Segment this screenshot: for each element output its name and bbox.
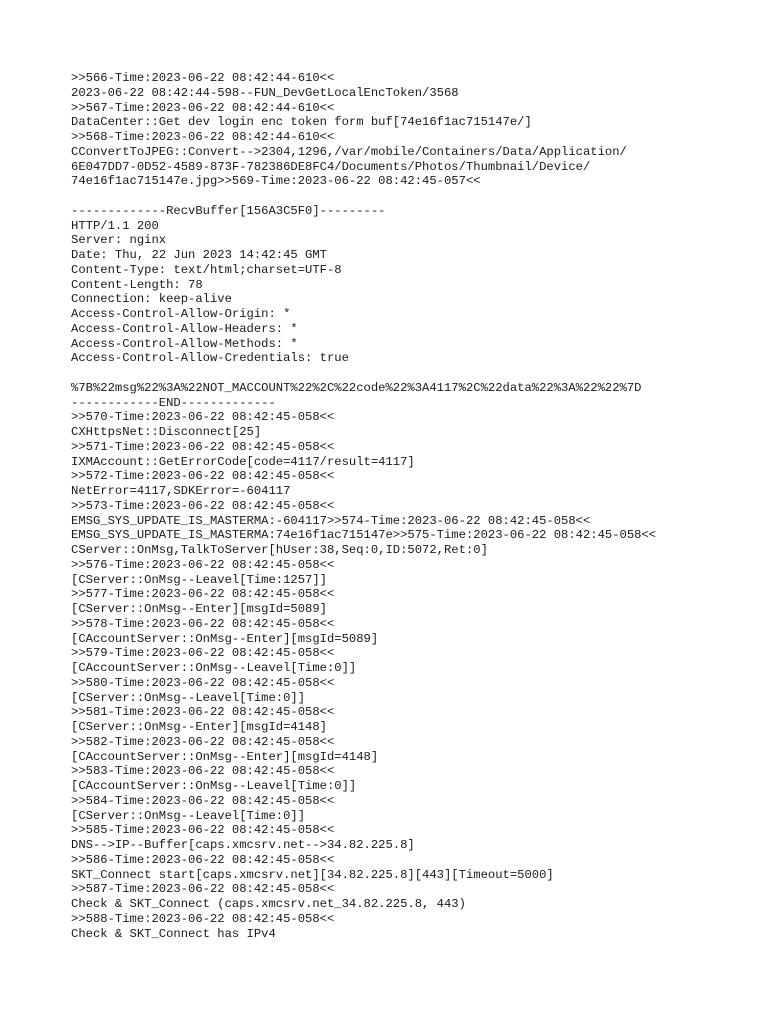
log-line: CConvertToJPEG::Convert-->2304,1296,/var/mobile/Containers/Data/Application/ [71,144,627,159]
log-line: [CServer::OnMsg--Leavel[Time:0]] [71,690,306,705]
log-line: [CAccountServer::OnMsg--Leavel[Time:0]] [71,661,357,675]
log-line: >>576-Time:2023-06-22 08:42:45-058<< [71,557,335,572]
log-line: CServer::OnMsg,TalkToServer[hUser:38,Seq:0,ID:5072,Ret:0] [71,543,488,557]
http-status-line: HTTP/1.1 200 [71,218,159,233]
log-line: DataCenter::Get dev login enc token form buf[74e16f1ac715147e/] [71,115,532,130]
log-document [71,71,761,941]
http-header-line: Content-Length: 78 [71,277,203,292]
http-header-line: Access-Control-Allow-Headers: * [71,321,298,336]
log-line: [CAccountServer::OnMsg--Leavel[Time:0]] [71,779,357,793]
blank-line [71,189,761,204]
log-line: >>571-Time:2023-06-22 08:42:45-058<< [71,439,335,454]
log-line: >>572-Time:2023-06-22 08:42:45-058<< [71,469,335,484]
log-line: [CServer::OnMsg--Leavel[Time:0]] [71,808,306,823]
http-body-line: %7B%22msg%22%3A%22NOT_MACCOUNT%22%2C%22code%22%3A4117%2C%22data%22%3A%22%22%7D [71,380,642,395]
log-line: >>583-Time:2023-06-22 08:42:45-058<< [71,764,335,779]
log-line: >>567-Time:2023-06-22 08:42:44-610<< [71,100,335,115]
log-line: [CServer::OnMsg--Enter][msgId=4148] [71,720,327,734]
log-line: SKT_Connect start[caps.xmcsrv.net][34.82.225.8][443][Timeout=5000] [71,867,554,882]
log-line: >>568-Time:2023-06-22 08:42:44-610<< [71,130,335,144]
recv-buffer-end: ------------END------------- [71,395,276,410]
log-line: >>566-Time:2023-06-22 08:42:44-610<< [71,71,335,85]
log-line: IXMAccount::GetErrorCode[code=4117/result=4117] [71,454,415,469]
log-line: >>579-Time:2023-06-22 08:42:45-058<< [71,646,335,661]
log-line: CXHttpsNet::Disconnect[25] [71,425,262,439]
http-header-line: Access-Control-Allow-Methods: * [71,336,298,351]
http-header-line: Server: nginx [71,233,167,248]
log-line: [CAccountServer::OnMsg--Enter][msgId=4148] [71,749,379,764]
log-line: >>580-Time:2023-06-22 08:42:45-058<< [71,675,335,690]
http-header-line: Content-Type: text/html;charset=UTF-8 [71,262,342,277]
http-header-line: Connection: keep-alive [71,292,232,307]
log-line: DNS-->IP--Buffer[caps.xmcsrv.net-->34.82.225.8] [71,838,415,852]
http-header-line: Date: Thu, 22 Jun 2023 14:42:45 GMT [71,248,327,262]
log-line: >>578-Time:2023-06-22 08:42:45-058<< [71,616,335,631]
log-line: Check & SKT_Connect has IPv4 [71,926,276,941]
log-line: >>585-Time:2023-06-22 08:42:45-058<< [71,823,335,838]
http-header-line: Access-Control-Allow-Origin: * [71,307,291,321]
log-line: EMSG_SYS_UPDATE_IS_MASTERMA:-604117>>574-Time:2023-06-22 08:42:45-058<< [71,513,591,528]
log-line: EMSG_SYS_UPDATE_IS_MASTERMA:74e16f1ac715147e>>575-Time:2023-06-22 08:42:45-058<< [71,528,657,543]
log-line: >>570-Time:2023-06-22 08:42:45-058<< [71,410,335,425]
log-line: >>586-Time:2023-06-22 08:42:45-058<< [71,852,335,867]
log-line: Check & SKT_Connect (caps.xmcsrv.net_34.82.225.8, 443) [71,897,466,911]
log-line: >>573-Time:2023-06-22 08:42:45-058<< [71,498,335,513]
log-line: [CAccountServer::OnMsg--Enter][msgId=5089] [71,631,379,646]
log-line: >>582-Time:2023-06-22 08:42:45-058<< [71,734,335,749]
recv-buffer-header: -------------RecvBuffer[156A3C5F0]--------- [71,203,386,218]
http-header-line: Access-Control-Allow-Credentials: true [71,351,349,366]
log-line: >>587-Time:2023-06-22 08:42:45-058<< [71,882,335,897]
log-line: [CServer::OnMsg--Leavel[Time:1257]] [71,572,327,587]
log-line: 74e16f1ac715147e.jpg>>569-Time:2023-06-22 08:42:45-057<< [71,174,481,189]
blank-line [71,366,761,381]
log-line: >>577-Time:2023-06-22 08:42:45-058<< [71,587,335,602]
log-line: >>588-Time:2023-06-22 08:42:45-058<< [71,911,335,926]
log-line: 6E047DD7-0D52-4589-873F-782386DE8FC4/Documents/Photos/Thumbnail/Device/ [71,159,591,174]
log-line: 2023-06-22 08:42:44-598--FUN_DevGetLocalEncToken/3568 [71,85,459,100]
log-line: >>584-Time:2023-06-22 08:42:45-058<< [71,793,335,808]
log-line: [CServer::OnMsg--Enter][msgId=5089] [71,602,327,616]
log-line: >>581-Time:2023-06-22 08:42:45-058<< [71,705,335,720]
log-line: NetError=4117,SDKError=-604117 [71,484,291,498]
